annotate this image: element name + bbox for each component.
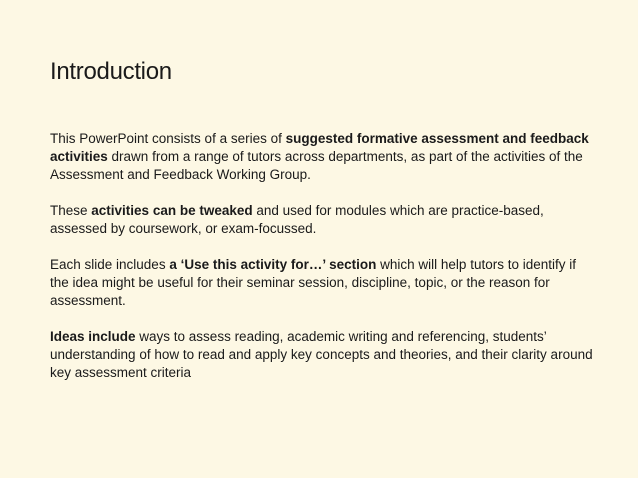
paragraph-3 (50, 256, 595, 310)
paragraph-3-bold-1: a ‘Use this activity for…’ section (169, 257, 377, 272)
paragraph-1-text-1: This PowerPoint consists of a series of (50, 131, 286, 146)
paragraph-2-text-1: These (50, 203, 92, 218)
paragraph-2 (50, 202, 595, 238)
paragraph-1-text-2: drawn from a range of tutors across departments, as part of the activities of the Assessment and Feedback Working Group. (50, 149, 583, 182)
slide-body (50, 130, 595, 382)
paragraph-3-text-2: which will help tutors to identify if the idea might be useful for their seminar session, discipline, topic, or the reason for assessment. (50, 257, 576, 308)
paragraph-4 (50, 328, 595, 382)
paragraph-2-text-2: and used for modules which are practice-based, assessed by coursework, or exam-focussed. (50, 203, 544, 236)
paragraph-1-bold-1: suggested formative assessment and feedback activities (50, 131, 589, 164)
slide-title: Introduction (50, 58, 172, 85)
paragraph-4-text-1: ways to assess reading, academic writing and referencing, students’ understanding of how to read and apply key concepts and theories, and their clarity around key assessment criteria (50, 329, 593, 380)
paragraph-4-bold-1: Ideas include (50, 329, 136, 344)
paragraph-3-text-1: Each slide includes (50, 257, 170, 272)
paragraph-2-bold-1: activities can be tweaked (91, 203, 253, 218)
paragraph-1 (50, 130, 595, 184)
